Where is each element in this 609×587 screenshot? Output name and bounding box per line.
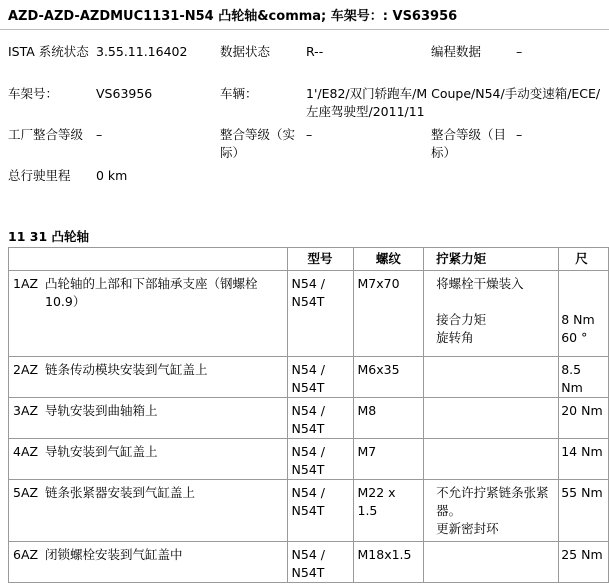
table-row: [9, 398, 609, 439]
cell-description: [9, 439, 288, 480]
cell-thread: [353, 398, 424, 439]
cell-thread: [353, 357, 424, 398]
vin-label: 车架号：: [8, 86, 59, 101]
description-text: 闭锁螺栓安装到气缸盖中: [45, 547, 183, 562]
title-divider: [0, 29, 609, 30]
cell-model-line: N54T: [291, 421, 325, 436]
cell-size-line: 8.5: [561, 362, 582, 377]
programming-data-label: 编程数据: [431, 44, 482, 59]
cell-torque: [424, 542, 559, 583]
vin-value: VS63956: [96, 86, 153, 101]
vehicle-label: 车辆：: [220, 86, 258, 101]
position-code: 3AZ: [13, 403, 39, 418]
table-header-row: [9, 248, 609, 271]
cell-torque-line: 不允许拧紧链条张紧: [436, 485, 549, 500]
spec-table: [8, 247, 609, 583]
cell-size-line: Nm: [561, 380, 583, 395]
data-status-value: R--: [306, 44, 324, 59]
cell-size: [559, 542, 609, 583]
cell-size: [559, 398, 609, 439]
cell-torque-line: 将螺栓干燥装入: [436, 276, 524, 291]
cell-thread: [353, 480, 424, 542]
table-row: [9, 542, 609, 583]
cell-torque: [424, 480, 559, 542]
cell-torque-line: 器。: [436, 503, 462, 518]
header-thread: 螺纹: [353, 248, 424, 271]
header-description: [9, 248, 288, 271]
cell-model-line: N54 /: [291, 485, 325, 500]
description-text: 导轨安装到气缸盖上: [45, 444, 158, 459]
cell-size-line: 14 Nm: [561, 444, 603, 459]
cell-torque-line: 接合力矩: [436, 312, 487, 327]
cell-model-line: N54T: [291, 462, 325, 477]
position-code: 2AZ: [13, 362, 39, 377]
cell-model: [287, 439, 353, 480]
cell-model: [287, 357, 353, 398]
cell-model-line: N54T: [291, 380, 325, 395]
cell-torque: [424, 271, 559, 357]
description-text: 导轨安装到曲轴箱上: [45, 403, 158, 418]
header-torque: 拧紧力矩: [424, 248, 559, 271]
mileage-value: 0 km: [96, 168, 128, 183]
cell-torque-line: 旋转角: [436, 330, 474, 345]
cell-size: [559, 271, 609, 357]
cell-thread: [353, 271, 424, 357]
cell-torque: [424, 398, 559, 439]
cell-thread-line: M7x70: [357, 276, 400, 291]
description-text: 链条张紧器安装到气缸盖上: [45, 485, 196, 500]
cell-description: [9, 542, 288, 583]
ista-value: 3.55.11.16402: [96, 44, 188, 59]
cell-model-line: N54 /: [291, 276, 325, 291]
table-row: [9, 357, 609, 398]
vehicle-value: 1'/E82/双门轿跑车/M Coupe/N54/手动变速箱/ECE/左座驾驶型/2011/11: [306, 86, 601, 119]
position-code: 1AZ: [13, 276, 39, 291]
cell-model-line: N54T: [291, 294, 325, 309]
cell-model-line: N54T: [291, 565, 325, 580]
cell-size: [559, 439, 609, 480]
cell-model-line: N54 /: [291, 403, 325, 418]
cell-description: [9, 398, 288, 439]
cell-size-line: 25 Nm: [561, 547, 603, 562]
section-title: 11 31 凸轮轴: [8, 229, 89, 244]
cell-size: [559, 357, 609, 398]
actual-level-value: –: [306, 127, 313, 142]
factory-level-label: 工厂整合等级: [8, 127, 84, 142]
cell-thread-line: M7: [357, 444, 377, 459]
cell-thread: [353, 542, 424, 583]
cell-torque: [424, 439, 559, 480]
cell-thread-line: M22 x: [357, 485, 396, 500]
cell-description: [9, 271, 288, 357]
description-text: 凸轮轴的上部和下部轴承支座（钢螺栓 10.9）: [45, 276, 258, 309]
programming-data-value: –: [516, 44, 523, 59]
cell-model-line: N54T: [291, 503, 325, 518]
cell-thread-line: 1.5: [357, 503, 378, 518]
cell-thread-line: M18x1.5: [357, 547, 412, 562]
header-size: 尺: [559, 248, 609, 271]
position-code: 6AZ: [13, 547, 39, 562]
cell-size: [559, 480, 609, 542]
cell-model: [287, 271, 353, 357]
cell-torque-line: [436, 293, 554, 311]
cell-model-line: N54 /: [291, 444, 325, 459]
table-row: [9, 480, 609, 542]
position-code: 5AZ: [13, 485, 39, 500]
mileage-label: 总行驶里程: [8, 168, 71, 183]
description-text: 链条传动模块安装到气缸盖上: [45, 362, 208, 377]
target-level-value: –: [516, 127, 523, 142]
header-model: 型号: [287, 248, 353, 271]
cell-description: [9, 357, 288, 398]
cell-torque-line: 更新密封环: [436, 521, 499, 536]
cell-thread-line: M8: [357, 403, 377, 418]
actual-level-label: 整合等级（实际）: [220, 127, 296, 160]
cell-size-line: 8 Nm: [561, 312, 595, 327]
page-title: AZD-AZD-AZDMUC1131-N54 凸轮轴&comma; 车架号：: VS63956: [8, 9, 458, 24]
cell-size-line: 60 °: [561, 330, 588, 345]
cell-torque: [424, 357, 559, 398]
cell-model: [287, 480, 353, 542]
cell-model: [287, 398, 353, 439]
table-row: [9, 439, 609, 480]
cell-description: [9, 480, 288, 542]
cell-thread-line: M6x35: [357, 362, 400, 377]
data-status-label: 数据状态: [220, 44, 271, 59]
target-level-label: 整合等级（目标）: [431, 127, 507, 160]
cell-thread: [353, 439, 424, 480]
cell-model-line: N54 /: [291, 547, 325, 562]
cell-size-line: [561, 293, 604, 311]
ista-label: ISTA 系统状态: [8, 44, 89, 59]
position-code: 4AZ: [13, 444, 39, 459]
cell-size-line: 20 Nm: [561, 403, 603, 418]
cell-size-line: [561, 275, 604, 293]
cell-size-line: 55 Nm: [561, 485, 603, 500]
table-row: [9, 271, 609, 357]
cell-model: [287, 542, 353, 583]
cell-model-line: N54 /: [291, 362, 325, 377]
factory-level-value: –: [96, 127, 103, 142]
